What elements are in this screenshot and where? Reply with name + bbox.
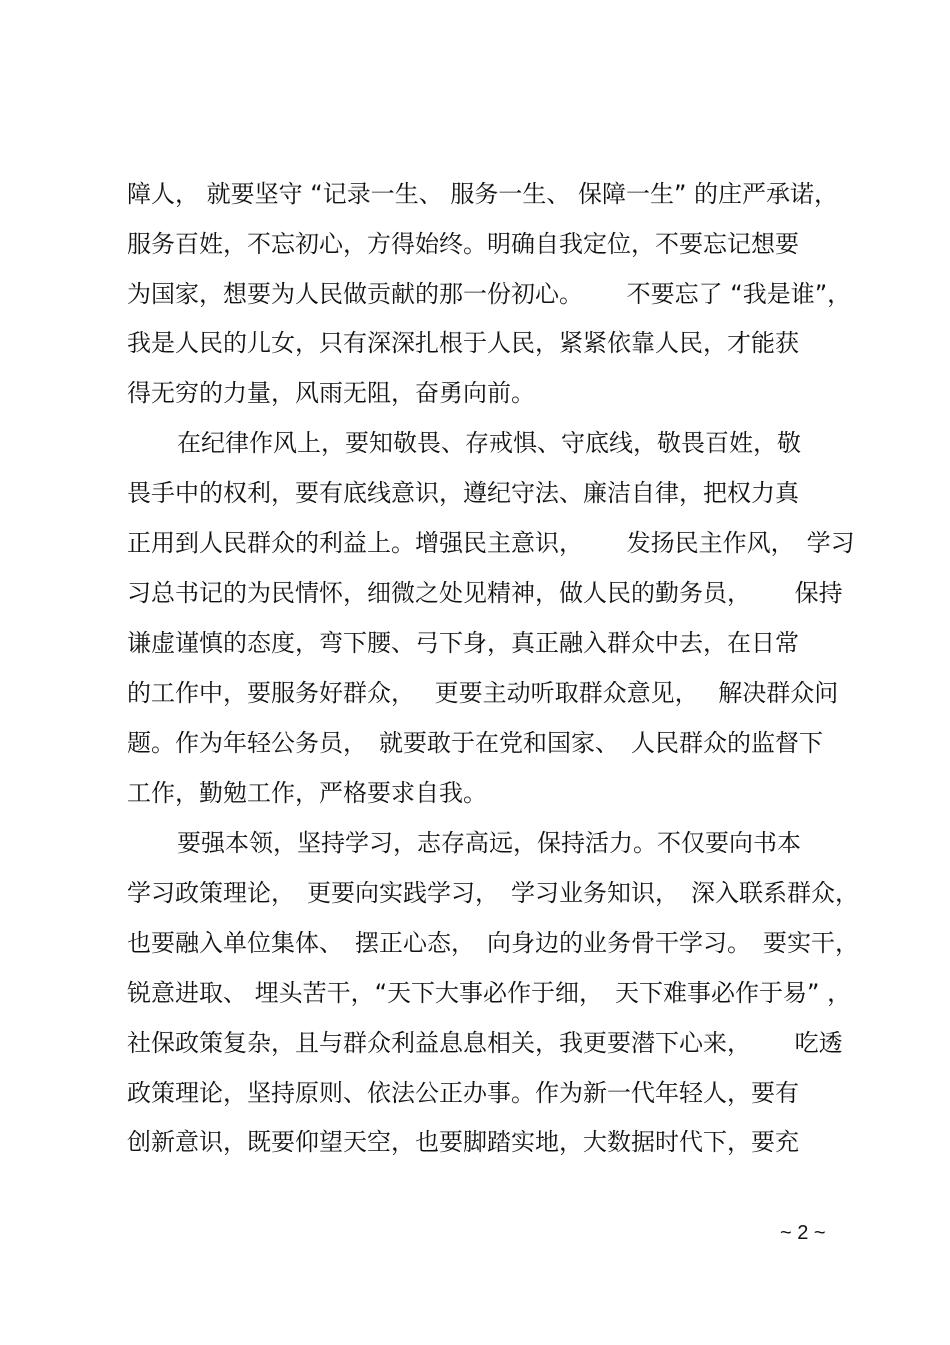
text-line: 得无穷的力量，风雨无阻，奋勇向前。: [127, 379, 535, 407]
text-line: 创新意识，既要仰望天空，也要脚踏实地，大数据时代下，要充: [127, 1128, 799, 1156]
paragraph-first-line: 要强本领，坚持学习，志存高远，保持活力。不仅要向书本: [177, 829, 801, 857]
text-line: 的工作中，要服务好群众， 更要主动听取群众意见， 解决群众问: [127, 679, 839, 707]
text-line: 锐意进取、 埋头苦干，“天下大事必作于细， 天下难事必作于易” ，: [127, 979, 852, 1007]
text-line: 我是人民的儿女，只有深深扎根于人民，紧紧依靠人民，才能获: [127, 329, 799, 357]
text-line: 正用到人民群众的利益上。增强民主意识， 发扬民主作风， 学习: [127, 529, 855, 557]
paragraph-first-line: 在纪律作风上，要知敬畏、存戒惧、守底线，敬畏百姓，敬: [177, 429, 801, 457]
page-number: ~ 2 ~: [780, 1222, 826, 1244]
text-line: 畏手中的权利，要有底线意识，遵纪守法、廉洁自律，把权力真: [127, 479, 799, 507]
text-line: 为国家，想要为人民做贡献的那一份初心。 不要忘了 “我是谁”，: [127, 280, 852, 308]
text-line: 社保政策复杂，且与群众利益息息相关，我更要潜下心来， 吃透: [127, 1029, 843, 1057]
text-line: 障人， 就要坚守 “记录一生、 服务一生、 保障一生” 的庄严承诺，: [127, 180, 839, 208]
text-line: 习总书记的为民情怀，细微之处见精神，做人民的勤务员， 保持: [127, 579, 843, 607]
text-line: 学习政策理论， 更要向实践学习， 学习业务知识， 深入联系群众，: [127, 879, 859, 907]
text-line: 服务百姓，不忘初心，方得始终。明确自我定位，不要忘记想要: [127, 230, 799, 258]
text-line: 谦虚谨慎的态度，弯下腰、弓下身，真正融入群众中去，在日常: [127, 629, 799, 657]
text-line: 也要融入单位集体、 摆正心态， 向身边的业务骨干学习。 要实干，: [127, 929, 859, 957]
text-line: 题。作为年轻公务员， 就要敢于在党和国家、 人民群众的监督下: [127, 729, 823, 757]
text-line: 政策理论，坚持原则、依法公正办事。作为新一代年轻人，要有: [127, 1079, 799, 1107]
text-line: 工作，勤勉工作，严格要求自我。: [127, 779, 487, 807]
